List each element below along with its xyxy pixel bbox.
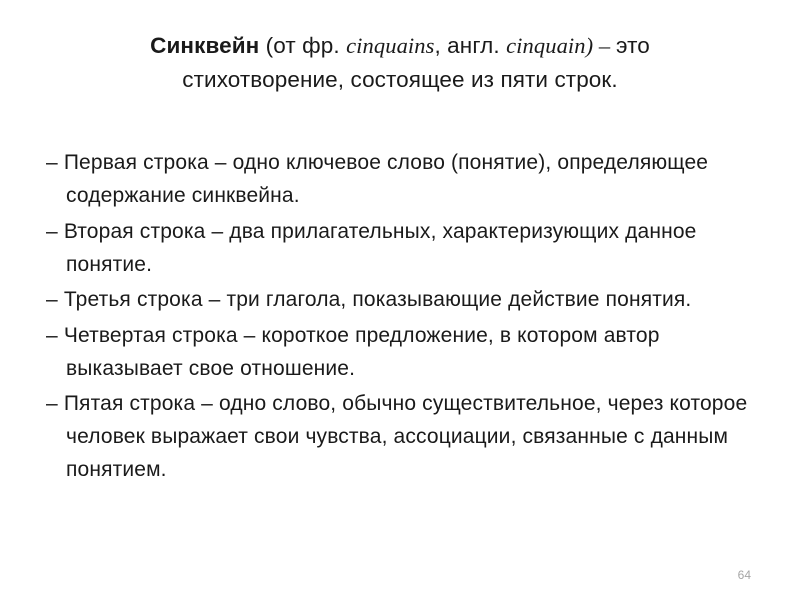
title-from-label: от фр.	[273, 33, 347, 58]
list-item-text: – Четвертая строка – короткое предложение, в котором автор выказывает свое отношение.	[46, 323, 660, 380]
list-item	[46, 283, 766, 316]
cinquain-rules-list	[46, 146, 766, 489]
title-french-word: cinquains	[346, 33, 435, 58]
list-item-text: – Вторая строка – два прилагательных, характеризующих данное понятие.	[46, 219, 697, 276]
title-term: Синквейн	[150, 33, 260, 58]
list-item	[46, 146, 766, 212]
list-item	[46, 387, 766, 486]
title-definition-end: это	[616, 33, 650, 58]
title-english-word: cinquain) –	[506, 33, 617, 58]
list-item	[46, 319, 766, 385]
list-item-text: – Третья строка – три глагола, показывающие действие понятия.	[46, 288, 692, 311]
list-item	[46, 215, 766, 281]
slide-title	[60, 29, 740, 97]
title-comma-engl: , англ.	[434, 33, 507, 58]
page-number: 64	[737, 568, 751, 582]
list-item-text: – Первая строка – одно ключевое слово (понятие), определяющее содержание синквейна.	[46, 151, 709, 207]
title-line-2: стихотворение, состоящее из пяти строк.	[182, 67, 618, 92]
title-paren-open: (	[259, 33, 274, 58]
list-item-text: – Пятая строка – одно слово, обычно существительное, через которое человек выражает свои чувства, ассоциации, связанные с данным понятием.	[46, 392, 748, 481]
